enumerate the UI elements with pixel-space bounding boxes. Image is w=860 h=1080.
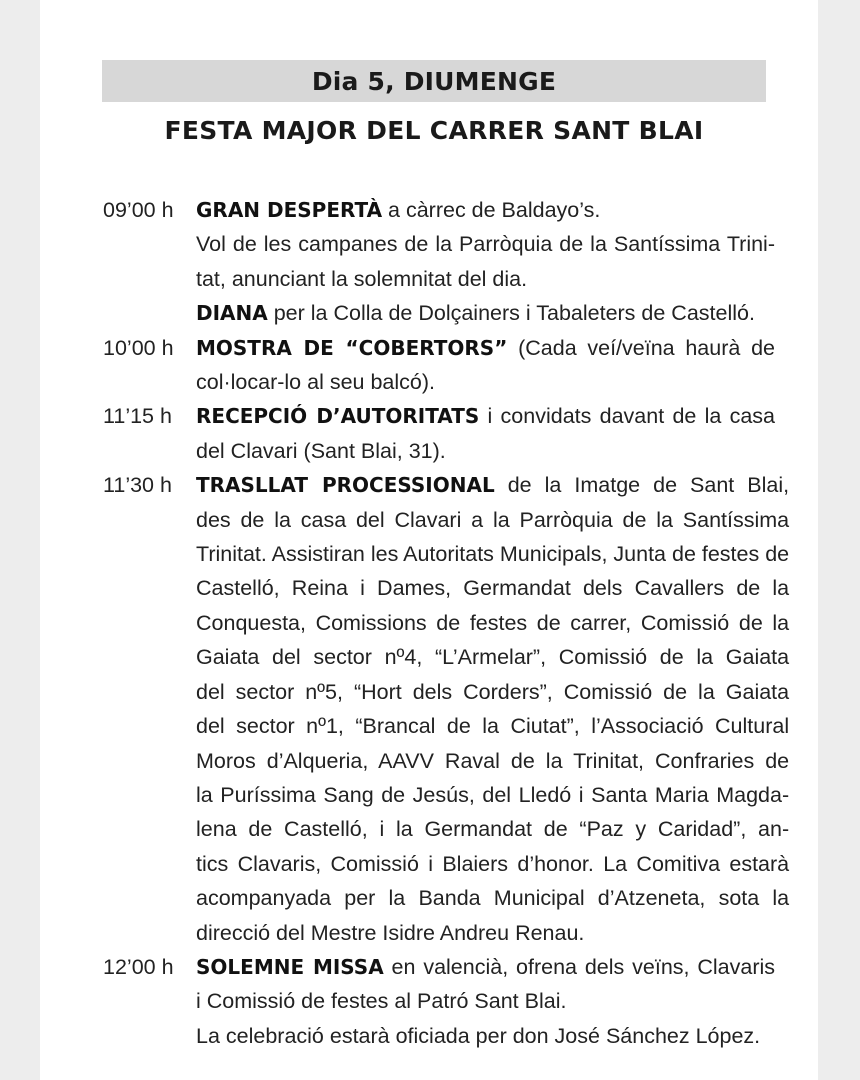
entry-line: Conquesta, Comissions de festes de carrer, Comissió de la <box>196 610 790 635</box>
entry-line: i Comissió de festes al Patró Sant Blai. <box>196 989 567 1014</box>
entry-time: 11’30 h <box>103 473 172 498</box>
entry-line: tics Clavaris, Comissió i Blaiers d’honor. La Comitiva estarà <box>196 851 790 876</box>
entry-time: 12’00 h <box>103 954 174 979</box>
entry-line: del sector nº5, “Hort dels Corders”, Comissió de la Gaiata <box>196 679 790 704</box>
entry-line: la Puríssima Sang de Jesús, del Lledó i Santa Maria Magda- <box>196 782 790 807</box>
day-heading: Dia 5, DIUMENGE <box>102 60 766 102</box>
entry-line: Moros d’Alqueria, AAVV Raval de la Trinitat, Confraries de <box>196 748 790 773</box>
entry-line <box>196 950 775 984</box>
entry-time: 09’00 h <box>103 198 174 222</box>
entry-line: Castelló, Reina i Dames, Germandat dels Cavallers de la <box>196 576 790 601</box>
event-name: TRASLLAT PROCESSIONAL <box>196 473 495 498</box>
entry-description <box>196 468 789 950</box>
schedule-entry <box>103 468 790 950</box>
entry-line: acompanyada per la Banda Municipal d’Atzeneta, sota la <box>196 886 790 911</box>
line-text: de la Imatge de Sant Blai, <box>494 473 790 498</box>
line-text: i convidats davant de la casa <box>479 404 776 429</box>
entry-line: tat, anunciant la solemnitat del dia. <box>196 266 528 291</box>
entry-line <box>196 399 775 433</box>
entry-description <box>196 193 775 331</box>
entry-line: lena de Castelló, i la Germandat de “Paz y Caridad”, an- <box>196 817 790 842</box>
event-name: SOLEMNE MISSA <box>196 954 384 979</box>
entry-line <box>196 193 775 227</box>
entry-time: 11’15 h <box>103 404 172 429</box>
entry-line: des de la casa del Clavari a la Parròquia de la Santíssima <box>196 507 790 532</box>
line-text: (Cada veí/veïna haurà de <box>507 335 775 360</box>
schedule-entry <box>103 950 775 1053</box>
entry-description <box>196 399 775 468</box>
event-name: MOSTRA DE “COBERTORS” <box>196 335 508 360</box>
entry-description <box>196 331 775 400</box>
entry-line: direcció del Mestre Isidre Andreu Renau. <box>196 920 585 945</box>
schedule-list <box>103 193 790 1053</box>
line-text: a càrrec de Baldayo’s. <box>382 198 601 222</box>
entry-line <box>196 468 789 502</box>
entry-line: La celebració estarà oficiada per don José Sánchez López. <box>196 1023 761 1048</box>
schedule-entry <box>103 399 775 468</box>
schedule-entry <box>103 193 775 331</box>
event-name: DIANA <box>196 301 268 326</box>
line-text: per la Colla de Dolçainers i Tabaleters de Castelló. <box>267 301 755 326</box>
entry-line: Vol de les campanes de la Parròquia de la Santíssima Trini- <box>196 232 775 257</box>
entry-line: del Clavari (Sant Blai, 31). <box>196 438 446 463</box>
entry-line: del sector nº1, “Brancal de la Ciutat”, l’Associació Cultural <box>196 714 790 739</box>
entry-line <box>196 296 775 330</box>
event-name: GRAN DESPERTÀ <box>196 198 383 222</box>
entry-time: 10’00 h <box>103 335 174 360</box>
schedule-entry <box>103 331 775 400</box>
program-page <box>40 0 818 1080</box>
event-name: RECEPCIÓ D’AUTORITATS <box>196 404 480 429</box>
festa-title: FESTA MAJOR DEL CARRER SANT BLAI <box>164 116 704 145</box>
entry-line: Gaiata del sector nº4, “L’Armelar”, Comissió de la Gaiata <box>196 645 790 670</box>
entry-description <box>196 950 775 1053</box>
line-text: en valencià, ofrena dels veïns, Clavaris <box>383 954 776 979</box>
entry-line <box>196 331 775 365</box>
entry-line: Trinitat. Assistiran les Autoritats Municipals, Junta de festes de <box>196 542 790 567</box>
entry-line: col·locar-lo al seu balcó). <box>196 370 435 395</box>
